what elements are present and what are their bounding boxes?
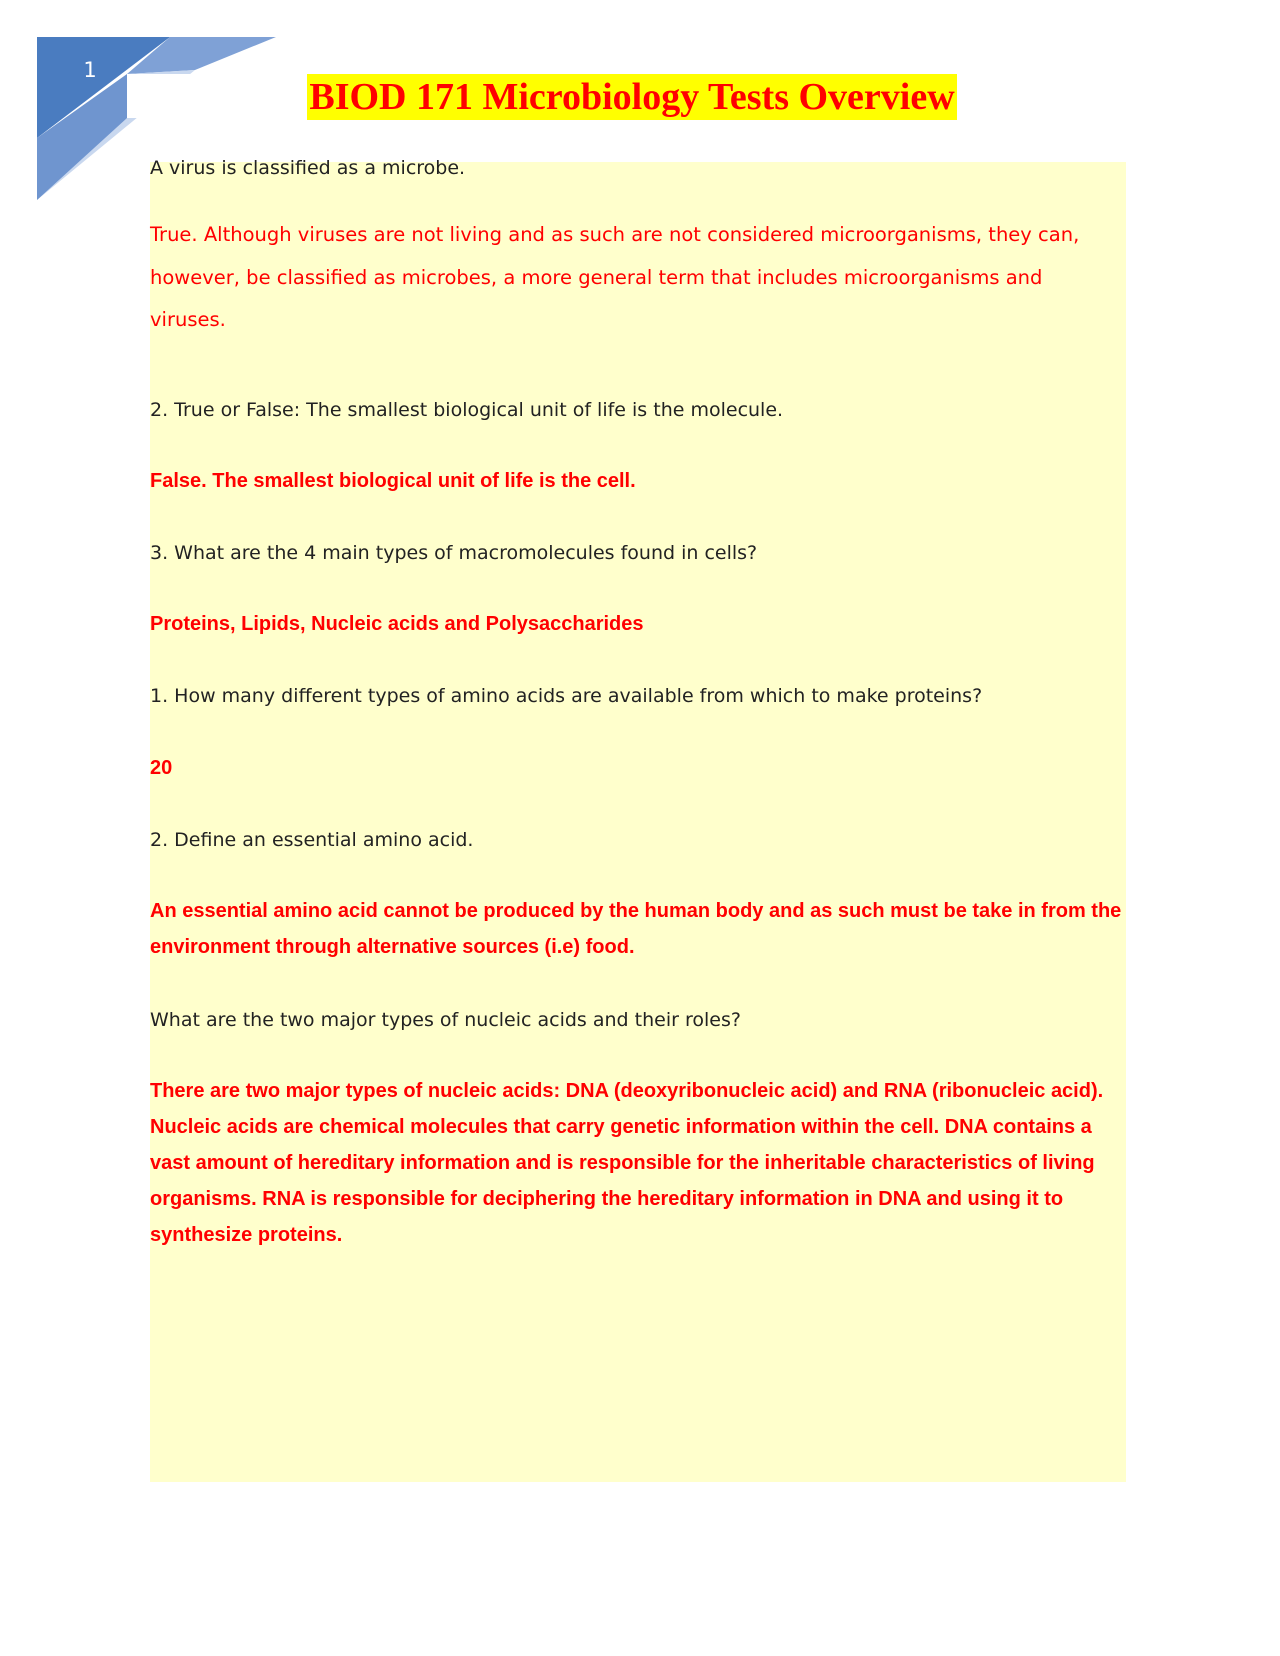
question-amino-acid-count: 1. How many different types of amino acids are available from which to make proteins?	[150, 685, 983, 707]
answer-amino-acid-count: 20	[150, 757, 173, 779]
answer-virus: True. Although viruses are not living and as such are not considered microorganisms, they can, however, be classified as microbes, a more general term that includes microorganisms and viruses.	[150, 223, 1080, 331]
question-smallest-unit: 2. True or False: The smallest biological unit of life is the molecule.	[150, 399, 784, 421]
question-macromolecules: 3. What are the 4 main types of macromolecules found in cells?	[150, 542, 758, 564]
title-wrapper	[0, 74, 1264, 120]
answer-smallest-unit: False. The smallest biological unit of life is the cell.	[150, 470, 636, 492]
answer-essential-amino-acid: An essential amino acid cannot be produced by the human body and as such must be take in from the environment through alternative sources (i.e) food.	[150, 900, 1122, 958]
content-area	[150, 157, 1126, 1482]
page-number: 1	[83, 58, 97, 82]
answer-nucleic-acids: There are two major types of nucleic acids: DNA (deoxyribonucleic acid) and RNA (ribonucleic acid). Nucleic acids are chemical molecules that carry genetic information within the cell. DNA contains a vast amount of hereditary information and is responsible for the inheritable characteristics of living organisms. RNA is responsible for deciphering the hereditary information in DNA and using it to synthesize proteins.	[150, 1080, 1104, 1246]
question-virus: A virus is classified as a microbe.	[150, 157, 466, 179]
question-essential-amino-acid: 2. Define an essential amino acid.	[150, 829, 474, 851]
answer-macromolecules: Proteins, Lipids, Nucleic acids and Polysaccharides	[150, 613, 644, 635]
page-title: BIOD 171 Microbiology Tests Overview	[309, 76, 955, 118]
question-nucleic-acids: What are the two major types of nucleic acids and their roles?	[150, 1009, 741, 1031]
